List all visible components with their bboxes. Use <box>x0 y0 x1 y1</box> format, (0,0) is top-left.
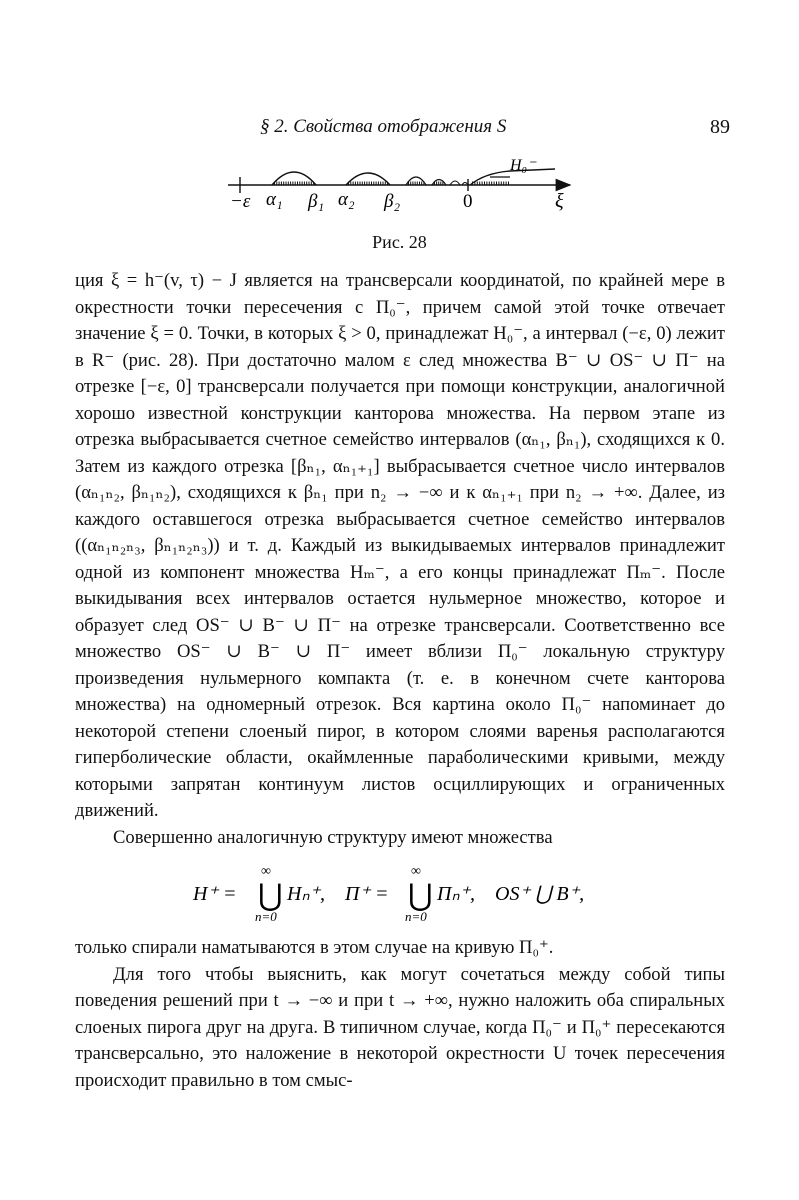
figure-28-diagram <box>210 155 590 215</box>
label-alpha2: α₂ <box>338 189 355 210</box>
body-text <box>75 268 725 1094</box>
lower-limit-2: n=0 <box>405 909 427 924</box>
figure-caption: Рис. 28 <box>372 232 427 252</box>
formula-Pi-right: Πₙ⁺, <box>437 883 475 905</box>
figure-28 <box>210 155 590 215</box>
label-beta1: β₁ <box>308 191 325 212</box>
interval-alpha2-beta2 <box>346 173 390 185</box>
label-alpha1: α₁ <box>266 189 283 210</box>
paragraph-4: Для того чтобы выяснить, как могут сочетаться между собой типы поведения решений при t → −∞ и при t → +∞, нужно наложить оба спиральных слоеных пирога друг на друга. В типичном случае, когда Π₀⁻ и Π₀⁺ пересекаются трансверсально, это наложение в некоторой окрестности U точек пересечения происходит правильно в том смыс- <box>75 963 725 1091</box>
lower-limit-1: n=0 <box>255 909 277 924</box>
formula-Pi-left: Π⁺ = <box>345 883 389 905</box>
label-xi: ξ <box>555 190 564 212</box>
label-neg-eps: −ε <box>230 191 251 212</box>
small-intervals <box>406 177 468 185</box>
formula-H-left: H⁺ = <box>193 883 237 905</box>
formula-H-right: Hₙ⁺, <box>287 883 325 905</box>
union-symbol-1: ⋃ <box>258 879 283 912</box>
paragraph-1: ция ξ = h⁻(v, τ) − J является на трансверсали координатой, по крайней мере в окрестности точки пересечения с Π₀⁻, причем самой этой точке отвечает значение ξ = 0. Точки, в которых ξ > 0, принадлежат H₀⁻, а интервал (−ε, 0) лежит в R⁻ (рис. 28). При достаточно малом ε след множества B⁻ ∪ OS⁻ ∪ Π⁻ на отрезке [−ε, 0] трансверсали получается при помощи конструкции, аналогичной хорошо известной конструкции канторова множества. На первом этапе из отрезка выбрасывается счетное семейство интервалов (αₙ₁, βₙ₁), сходящихся к 0. Затем из каждого отрезка [βₙ₁, αₙ₁₊₁] выбрасывается счетное число интервалов (αₙ₁ₙ₂, βₙ₁ₙ₂), сходящихся к βₙ₁ при n₂ → −∞ и к αₙ₁₊₁ при n₂ → +∞. Далее, из каждого оставшегося отрезка выбрасывается счетное семейство интервалов ((αₙ₁ₙ₂ₙ₃, βₙ₁ₙ₂ₙ₃)) и т. д. Каждый из выкидываемых интервалов принадлежит одной из компонент множества Hₘ⁻, а его концы принадлежат Πₘ⁻. После выкидывания всех интервалов остается нульмерное множество, которое и образует след OS⁻ ∪ B⁻ ∪ Π⁻ на отрезке трансверсали. Соответственно все множество OS⁻ ∪ B⁻ ∪ Π⁻ имеет вблизи Π₀⁻ локальную структуру произведения нульмерного компакта (т. е. в конечном счете канторова множества) на одномерный отрезок. Вся картина около Π₀⁻ напоминает до некоторой степени слоеный пирог, в котором слоями варенья располагаются гиперболические области, окаймленные параболическими кривыми, между которыми запрятан континуум листов осциллирующих и ограниченных движений. <box>75 270 725 821</box>
label-H0-minus: H₀⁻ <box>510 157 536 174</box>
paragraph-2: Совершенно аналогичную структуру имеют множества <box>113 826 553 848</box>
label-beta2: β₂ <box>384 191 401 212</box>
interval-alpha1-beta1 <box>272 172 316 185</box>
union-symbol-2: ⋃ <box>408 879 433 912</box>
formula-svg <box>75 865 725 923</box>
upper-limit-1: ∞ <box>261 864 271 879</box>
page-header <box>60 116 730 146</box>
formula-OS-B: OS⁺ ⋃ B⁺, <box>495 883 585 905</box>
page-number: 89 <box>710 116 730 138</box>
union-formula <box>75 865 725 923</box>
label-zero: 0 <box>463 191 473 212</box>
running-title: § 2. Свойства отображения S <box>260 116 507 137</box>
paragraph-3: только спирали наматываются в этом случае на кривую Π₀⁺. <box>75 937 554 958</box>
upper-limit-2: ∞ <box>411 864 421 879</box>
